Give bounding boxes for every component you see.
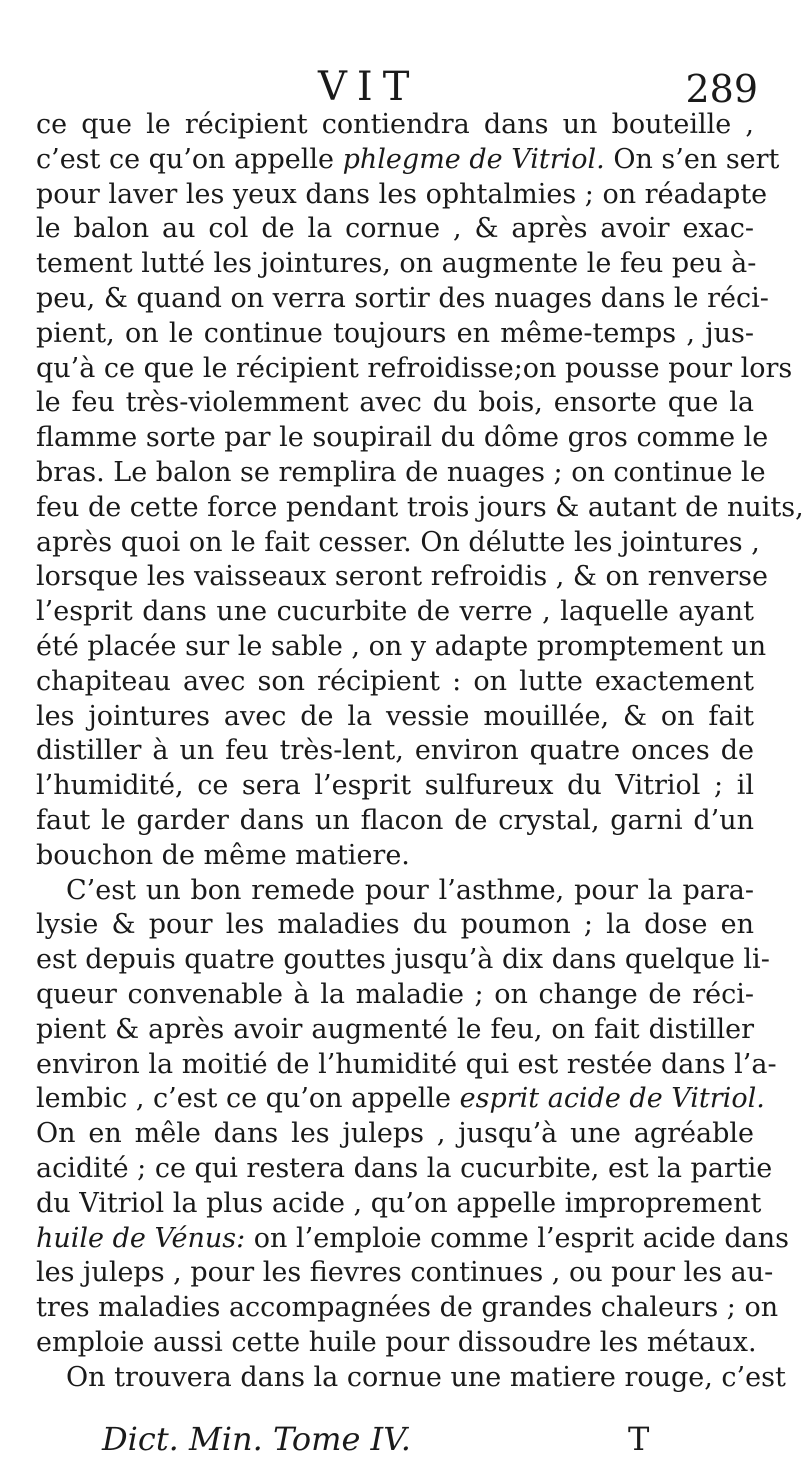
text-line: emploie aussi cette huile pour dissoudre les métaux.	[36, 1326, 757, 1358]
text-line: bouchon de même matiere.	[36, 839, 410, 871]
paragraph-start-line: C’est un bon remede pour l’asthme, pour la para-	[66, 874, 754, 906]
text-line: peu, & quand on verra sortir des nuages dans le réci-	[36, 282, 769, 314]
text-line	[36, 1082, 765, 1117]
gathering-mark: T	[628, 1420, 650, 1458]
text-line: les juleps , pour les fievres continues , ou pour les au-	[36, 1257, 774, 1289]
text-line: tres maladies accompagnées de grandes chaleurs ; on	[36, 1292, 779, 1324]
text-line: après quoi on le fait cesser. On délutte les jointures ,	[36, 526, 760, 558]
text-line: chapiteau avec son récipient : on lutte exactement	[36, 665, 754, 697]
text-line: l’humidité, ce sera l’esprit sulfureux du Vitriol ; il	[36, 770, 754, 802]
text-line: le balon au col de la cornue , & après avoir exac-	[36, 213, 754, 245]
text-run: c’est ce qu’on appelle	[36, 143, 343, 175]
text-line: l’esprit dans une cucurbite de verre , laquelle ayant	[36, 596, 754, 628]
text-line: pient & après avoir augmenté le feu, on fait distiller	[36, 1013, 754, 1045]
text-line: environ la moitié de l’humidité qui est restée dans l’a-	[36, 1048, 777, 1080]
page-header	[0, 62, 800, 112]
text-line: été placée sur le sable , on y adapte promptement un	[36, 630, 767, 662]
text-run: lembic , c’est ce qu’on appelle	[36, 1083, 460, 1115]
text-line: pient, on le continue toujours en même-temps , jus-	[36, 317, 754, 349]
text-line: du Vitriol la plus acide , qu’on appelle improprement	[36, 1187, 762, 1219]
text-line: acidité ; ce qui restera dans la cucurbite, est la partie	[36, 1152, 773, 1184]
text-line: pour laver les yeux dans les ophtalmies ; on réadapte	[36, 178, 768, 210]
text-line: distiller à un feu très-lent, environ quatre onces de	[36, 735, 754, 767]
text-line: feu de cette force pendant trois jours & autant de nuits,	[36, 491, 804, 523]
text-line: bras. Le balon se remplira de nuages ; on continue le	[36, 456, 766, 488]
text-line: queur convenable à la maladie ; on change de réci-	[36, 978, 754, 1010]
text-line: lysie & pour les maladies du poumon ; la dose en	[36, 909, 754, 941]
text-line: flamme sorte par le soupirail du dôme gros comme le	[36, 422, 769, 454]
text-line: lorsque les vaisseaux seront refroidis , & on renverse	[36, 561, 769, 593]
body-text	[36, 108, 804, 1395]
text-line: le feu très-violemment avec du bois, ensorte que la	[36, 387, 754, 419]
page-footer	[0, 1417, 800, 1461]
text-line: qu’à ce que le récipient refroidisse;on pousse pour lors	[36, 352, 793, 384]
running-title: VIT	[318, 64, 420, 110]
text-line: ce que le récipient contiendra dans un bouteille ,	[36, 109, 754, 140]
page-number: 289	[685, 67, 758, 111]
text-line: faut le garder dans un flacon de crystal, garni d’un	[36, 804, 754, 836]
text-run: on l’emploie comme l’esprit acide dans	[245, 1222, 789, 1254]
text-line	[36, 1222, 789, 1257]
text-line	[36, 143, 780, 178]
text-line: On en mêle dans les juleps , jusqu’à une agréable	[36, 1118, 754, 1150]
signature-line: Dict. Min. Tome IV.	[102, 1420, 411, 1458]
italic-term: phlegme de Vitriol.	[342, 143, 605, 175]
italic-term: huile de Vénus:	[36, 1222, 246, 1254]
text-line: les jointures avec de la vessie mouillée, & on fait	[36, 700, 754, 732]
paragraph-start-line: On trouvera dans la cornue une matiere rouge, c’est	[66, 1361, 786, 1393]
italic-term: esprit acide de Vitriol.	[459, 1083, 765, 1115]
text-run: On s’en sert	[604, 143, 780, 175]
text-line: tement lutté les jointures, on augmente le feu peu à-	[36, 248, 757, 280]
text-line: est depuis quatre gouttes jusqu’à dix dans quelque li-	[36, 944, 770, 976]
